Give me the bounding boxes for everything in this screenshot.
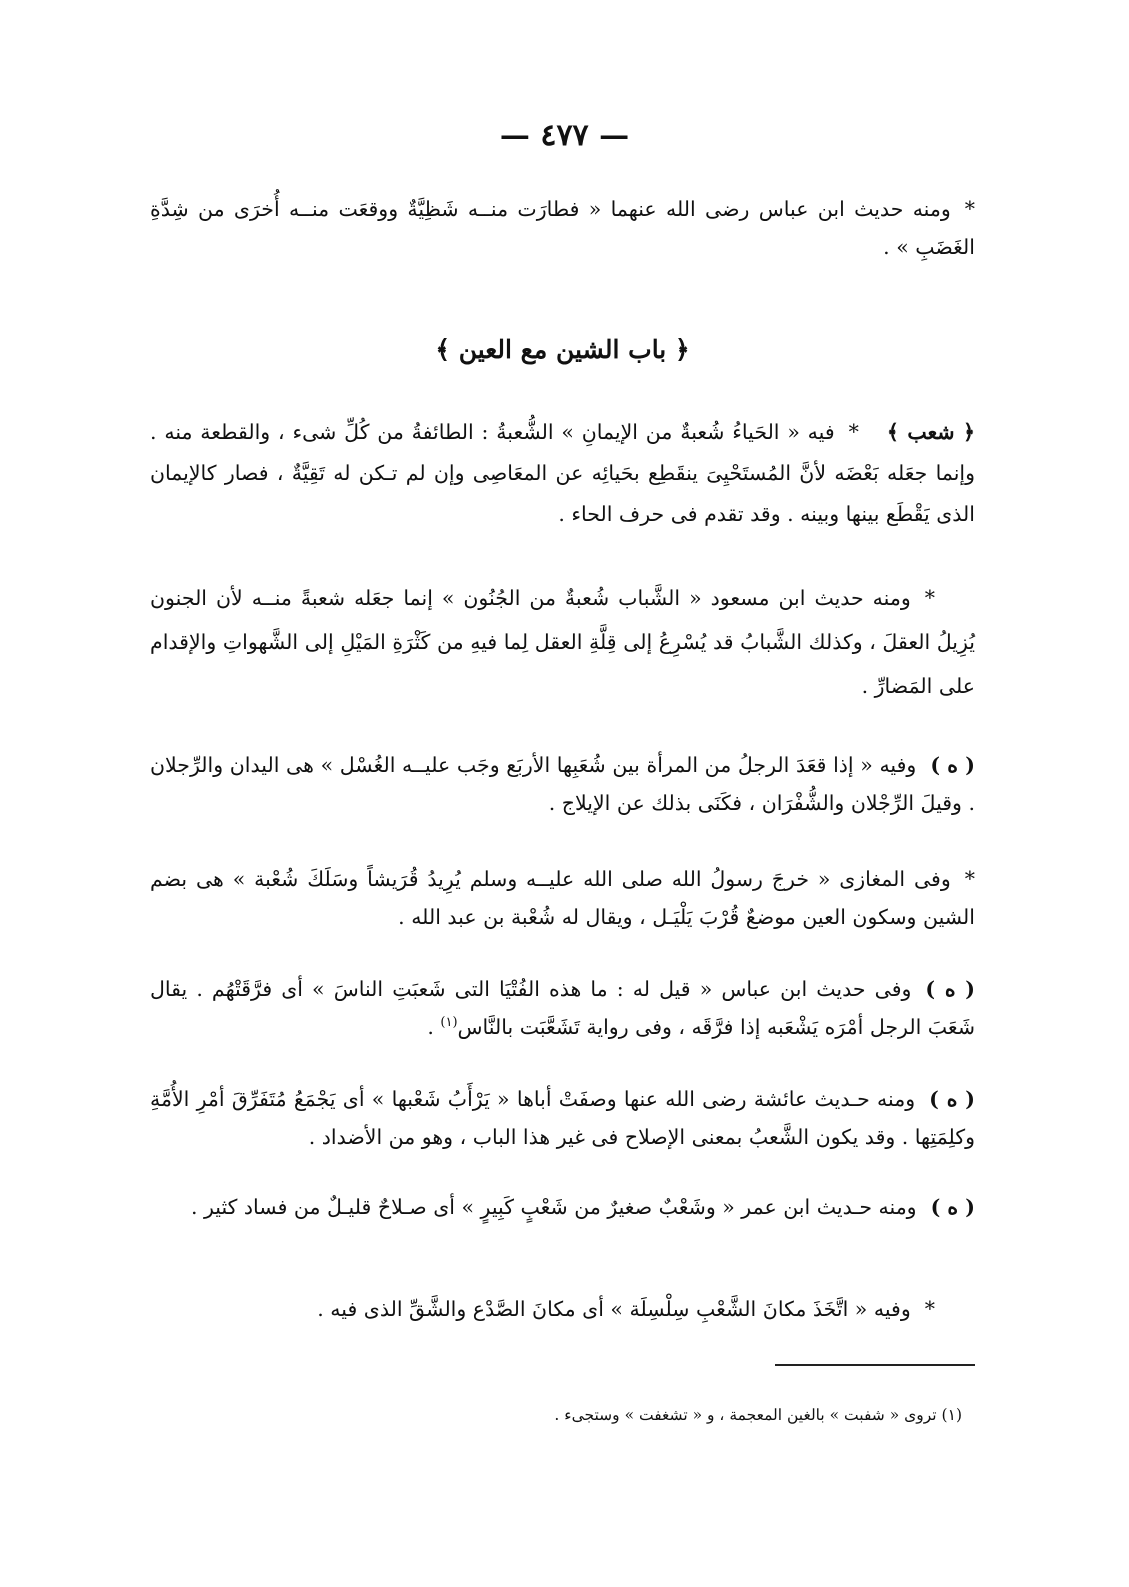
footnote-divider: [775, 1364, 975, 1366]
paragraph-1: [150, 190, 975, 266]
page-number: — ٤٧٧ —: [499, 118, 630, 153]
paragraph-8: [150, 1188, 975, 1226]
paragraph-1-text: ومنه حديث ابن عباس رضى الله عنهما « فطارَت منــه شَظِيَّةٌ ووقعَت منــه أُخرَى من شِدَّةِ الغَضَبِ » .: [150, 197, 975, 259]
paragraph-5: [150, 860, 975, 936]
footnote: [150, 1402, 962, 1428]
paragraph-8-text: ومنه حـديث ابن عمر « وشَعْبٌ صغيرٌ من شَعْبٍ كَبِيرٍ » أى صـلاحٌ قليـلٌ من فساد كثير .: [190, 1195, 917, 1219]
paragraph-4-text: وفيه « إذا قعَدَ الرجلُ من المرأة بين شُعَبِها الأربَع وجَب عليــه الغُسْل » هى اليدان والرِّجلان . وقيلَ الرِّجْلان والشُّفْرَان ، فكَنَى بذلك عن الإيلاج .: [150, 753, 975, 815]
section-heading: ﴿ باب الشين مع العين ﴾: [435, 335, 690, 364]
ha-marker: ( ه ): [930, 1195, 975, 1219]
footnote-reference: (١): [440, 1015, 458, 1031]
paragraph-2-text: فيه « الحَياءُ شُعبةٌ من الإيمانِ » الشُّعبةُ : الطائفةُ من كُلِّ شىء ، والقطعة منه . وإنما جعَله بَعْضَه لأنَّ المُستَحْيِىَ ينقَطِع بحَيائِه عن المعَاصِى وإن لم تـكن له تَقِيَّةٌ ، فصار كالإيمان الذى يَقْطَع بينها وبينه . وقد تقدم فى حرف الحاء .: [150, 420, 975, 526]
entry-keyword: ﴿ شعب ﴾: [886, 420, 975, 444]
paragraph-7: [150, 1080, 975, 1156]
footnote-text: تروى « شفبت » بالغين المعجمة ، و « تشغفت » وستجىء .: [554, 1406, 937, 1424]
paragraph-2: [150, 412, 975, 535]
paragraph-6-text-end: .: [427, 1015, 441, 1039]
paragraph-7-text: ومنه حـديث عائشة رضى الله عنها وصفَتْ أباها « يَرْأَبُ شَعْبها » أى يَجْمَعُ مُتَفَرِّقَ أمْرِ الأُمَّةِ وكلِمَتِها . وقد يكون الشَّعبُ بمعنى الإصلاح فى غير هذا الباب ، وهو من الأضداد .: [150, 1087, 975, 1149]
ha-marker: ( ه ): [929, 1087, 976, 1111]
asterisk-marker: *: [848, 420, 859, 444]
asterisk-marker: *: [964, 867, 975, 891]
paragraph-9-text: وفيه « اتَّخَذَ مكانَ الشَّعْبِ سِلْسِلَة » أى مكانَ الصَّدْع والشَّقِّ الذى فيه .: [317, 1297, 911, 1321]
paragraph-9: [150, 1290, 975, 1328]
footnote-number: (١): [941, 1406, 962, 1424]
paragraph-5-text: وفى المغازى « خرجَ رسولُ الله صلى الله عليــه وسلم يُرِيدُ قُرَيشاً وسَلَكَ شُعْبة » هى بضم الشين وسكون العين موضعٌ قُرْبَ يَلْيَـل ، ويقال له شُعْبة بن عبد الله .: [150, 867, 975, 929]
paragraph-3: [150, 576, 975, 708]
ha-marker: ( ه ): [930, 753, 975, 777]
paragraph-3-text: ومنه حديث ابن مسعود « الشَّباب شُعبةٌ من الجُنُون » إنما جعَله شعبةً منــه لأن الجنون يُزِيلُ العقلَ ، وكذلك الشَّبابُ قد يُسْرِعُ إلى قِلَّةِ العقل لِما فيهِ من كَثْرَةِ المَيْلِ إلى الشَّهواتِ والإقدام على المَضارِّ .: [150, 586, 975, 698]
paragraph-6-text: وفى حديث ابن عباس « قيل له : ما هذه الفُتْيَا التى شَعبَتِ الناسَ » أى فرَّقَتْهُم . يقال شَعَبَ الرجل أمْرَه يَشْعَبه إذا فرَّقَه ، وفى رواية تَشَعَّبَت بالنَّاس: [150, 977, 975, 1039]
asterisk-marker: *: [964, 197, 975, 221]
paragraph-4: [150, 746, 975, 822]
paragraph-6: [150, 970, 975, 1046]
ha-marker: ( ه ): [925, 977, 975, 1001]
asterisk-marker: *: [924, 586, 935, 610]
asterisk-marker: *: [924, 1297, 935, 1321]
